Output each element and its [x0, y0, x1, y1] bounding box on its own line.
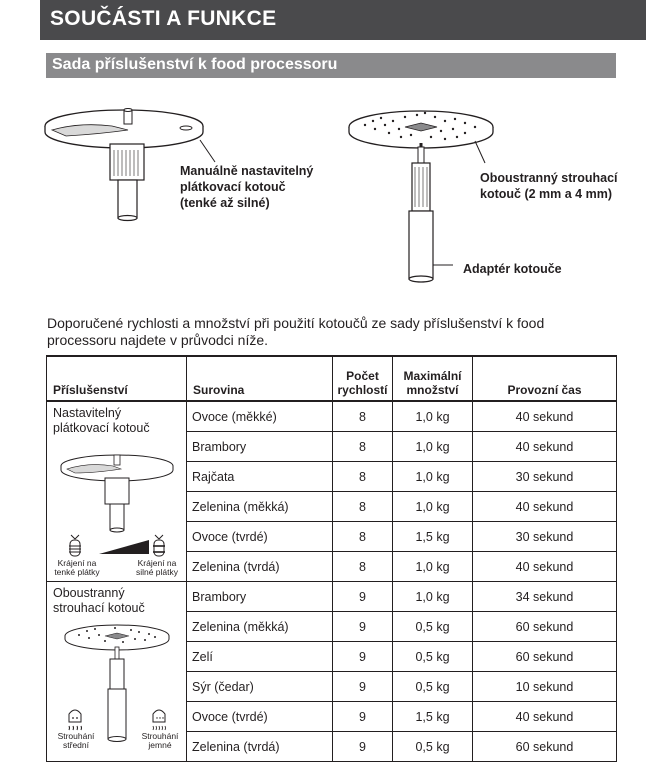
grating-disc-illustration [345, 105, 495, 285]
callout-line: Manuálně nastavitelný [180, 164, 314, 178]
speed-guide-table [46, 355, 617, 762]
header-line: Počet [346, 369, 379, 383]
table-header-row [47, 356, 617, 401]
fine-grate-icon [153, 710, 166, 730]
cell-quantity: 1,0 kg [393, 432, 473, 462]
callout-line: (tenké až silné) [180, 196, 270, 210]
cell-quantity: 0,5 kg [393, 642, 473, 672]
cell-speed: 8 [333, 522, 393, 552]
cell-time: 40 sekund [473, 702, 617, 732]
cell-quantity: 1,5 kg [393, 702, 473, 732]
cell-ingredient: Zelenina (tvrdá) [187, 552, 333, 582]
cell-speed: 8 [333, 462, 393, 492]
header-ingredient: Surovina [187, 356, 333, 401]
accessory-name-line: Nastavitelný [53, 406, 122, 420]
thickness-wedge-icon [99, 540, 149, 554]
cell-ingredient: Sýr (čedar) [187, 672, 333, 702]
mini-label-line: Strouhání [57, 731, 95, 741]
cell-time: 60 sekund [473, 732, 617, 762]
header-line: rychlostí [337, 383, 388, 397]
cell-ingredient: Brambory [187, 432, 333, 462]
header-time: Provozní čas [473, 356, 617, 401]
cell-time: 34 sekund [473, 582, 617, 612]
cell-ingredient: Rajčata [187, 462, 333, 492]
mini-label-line: Strouhání [141, 731, 179, 741]
cell-quantity: 1,5 kg [393, 522, 473, 552]
header-line: množství [406, 383, 459, 397]
mini-label-line: Krájení na [137, 558, 177, 568]
accessory-name-line: plátkovací kotouč [53, 421, 150, 435]
header-speed [333, 356, 393, 401]
cell-quantity: 0,5 kg [393, 672, 473, 702]
cell-ingredient: Zelí [187, 642, 333, 672]
callout-line: Oboustranný strouhací [480, 171, 618, 185]
cell-speed: 9 [333, 612, 393, 642]
cell-speed: 9 [333, 672, 393, 702]
adapter-callout: Adaptér kotouče [463, 262, 562, 276]
cell-quantity: 1,0 kg [393, 462, 473, 492]
cell-speed: 9 [333, 582, 393, 612]
mini-label-line: tenké plátky [54, 567, 100, 577]
accessory-name [53, 586, 145, 616]
cell-quantity: 1,0 kg [393, 492, 473, 522]
accessory-cell-grating [47, 582, 187, 762]
mini-label-line: střední [63, 740, 89, 750]
section-title: Sada příslušenství k food processoru [52, 56, 338, 73]
accessory-name [53, 406, 150, 436]
medium-grate-label [51, 732, 101, 750]
page-title: SOUČÁSTI A FUNKCE [50, 7, 277, 30]
cell-ingredient: Zelenina (tvrdá) [187, 732, 333, 762]
fine-grate-label [135, 732, 185, 750]
accessory-cell-slicing [47, 401, 187, 582]
cell-speed: 8 [333, 492, 393, 522]
page-header [40, 0, 646, 40]
thick-slice-icon [153, 535, 165, 556]
cell-time: 40 sekund [473, 432, 617, 462]
cell-speed: 9 [333, 702, 393, 732]
cell-time: 30 sekund [473, 462, 617, 492]
cell-speed: 8 [333, 401, 393, 432]
cell-ingredient: Ovoce (měkké) [187, 401, 333, 432]
cell-time: 60 sekund [473, 612, 617, 642]
header-line: Maximální [403, 369, 462, 383]
intro-text: Doporučené rychlosti a množství při použití kotoučů ze sady příslušenství k food processoru najdete v průvodci níže. [47, 315, 545, 348]
cell-quantity: 1,0 kg [393, 401, 473, 432]
header-accessory: Příslušenství [47, 356, 187, 401]
mini-label-line: Krájení na [57, 558, 97, 568]
mini-label-line: jemné [148, 740, 172, 750]
cell-quantity: 1,0 kg [393, 582, 473, 612]
cell-quantity: 1,0 kg [393, 552, 473, 582]
cell-quantity: 0,5 kg [393, 732, 473, 762]
cell-ingredient: Brambory [187, 582, 333, 612]
section-header [46, 53, 616, 78]
cell-time: 10 sekund [473, 672, 617, 702]
cell-ingredient: Zelenina (měkká) [187, 492, 333, 522]
cell-time: 60 sekund [473, 642, 617, 672]
cell-speed: 8 [333, 432, 393, 462]
mini-label-line: silné plátky [135, 567, 179, 577]
grating-disc-callout [480, 170, 618, 202]
cell-speed: 8 [333, 552, 393, 582]
medium-grate-icon [69, 710, 82, 730]
cell-ingredient: Ovoce (tvrdé) [187, 702, 333, 732]
thick-slice-label [131, 559, 183, 577]
cell-time: 40 sekund [473, 552, 617, 582]
callout-line: plátkovací kotouč [180, 180, 286, 194]
accessory-name-line: strouhací kotouč [53, 601, 145, 615]
cell-quantity: 0,5 kg [393, 612, 473, 642]
thin-slice-label [51, 559, 103, 577]
table-row [47, 401, 617, 432]
table-row [47, 582, 617, 612]
accessory-name-line: Oboustranný [53, 586, 125, 600]
cell-speed: 9 [333, 642, 393, 672]
cell-speed: 9 [333, 732, 393, 762]
slicing-disc-callout [180, 163, 313, 211]
header-quantity [393, 356, 473, 401]
cell-time: 30 sekund [473, 522, 617, 552]
cell-ingredient: Ovoce (tvrdé) [187, 522, 333, 552]
cell-time: 40 sekund [473, 401, 617, 432]
thin-slice-icon [69, 535, 81, 556]
cell-time: 40 sekund [473, 492, 617, 522]
callout-line: kotouč (2 mm a 4 mm) [480, 187, 612, 201]
cell-ingredient: Zelenina (měkká) [187, 612, 333, 642]
